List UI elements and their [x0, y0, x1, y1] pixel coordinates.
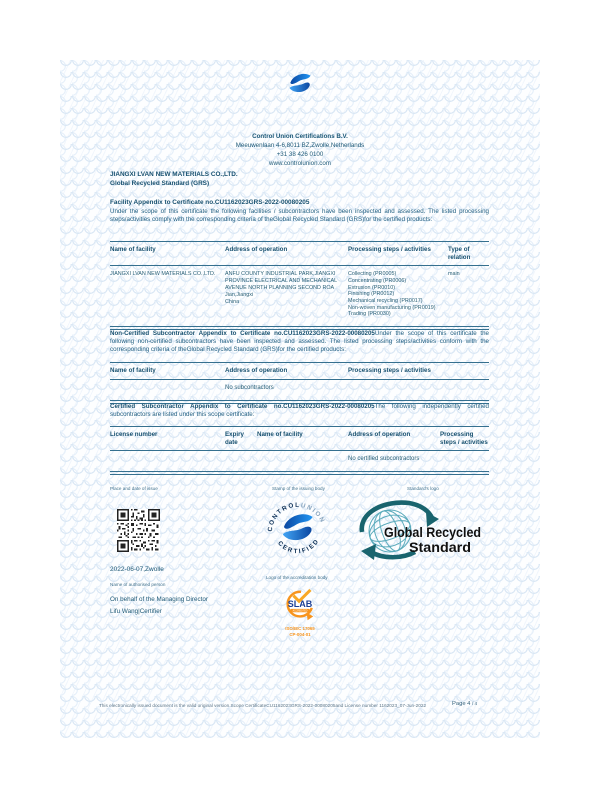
place-date-value: 2022-06-07,Zwolle [110, 566, 164, 573]
issuer-name: Control Union Certifications B.V. [252, 133, 348, 140]
non-certified-table-header [110, 362, 489, 380]
table-bottom-rule [110, 471, 489, 475]
non-certified-intro-text: Under the scope of this certificate the following non-certified subcontractors have been inspected and assessed. The listed processing steps/activities conform with the corresponding criteria of theGlobal Recycled Standard (GRS)for the certified products: [110, 330, 489, 353]
facility-table-row [110, 266, 489, 326]
company-block [110, 170, 238, 188]
col-name-of-facility: Name of facility [257, 431, 303, 438]
stamp-text-union: UNION [299, 501, 327, 525]
no-certified-subcontractors-text: No certified subcontractors [348, 456, 420, 463]
col-address-of-operation: Address of operation [225, 367, 288, 374]
issuer-website: www.controlunion.com [269, 160, 331, 167]
slab-cp-line: CP-004-01 [289, 631, 311, 637]
grs-logo-text-line2: Standard [409, 539, 471, 555]
col-license-number: License number [110, 431, 158, 438]
facility-address-city: Jian,Jiangxi [225, 291, 254, 298]
slab-accredited-text: ACCREDITED [292, 610, 308, 613]
facility-address-country: China [225, 298, 240, 305]
col-type-of-relation: Type of relation [448, 246, 471, 261]
non-certified-appendix-intro [110, 330, 489, 354]
standard-name: Global Recycled Standard (GRS) [110, 180, 210, 187]
non-certified-table-row [110, 380, 489, 400]
place-date-label: Place and date of issue [110, 486, 158, 491]
certified-table-header [110, 426, 489, 451]
no-subcontractors-text: No subcontractors [225, 384, 274, 391]
facility-appendix-title: Facility Appendix to Certificate no.CU1162023GRS-2022-00080205 [110, 199, 310, 206]
facility-address-street: ANFU COUNTY INDUSTRIAL PARK,JIANGXI PROVINCE ELECTRICAL AND MECHANICAL AVENUE NORTH PLANNING SECOND ROA [225, 271, 337, 291]
issuer-phone: +31 38 426 0100 [276, 151, 324, 158]
processing-step: Mechanical recycling (PR0017) [348, 298, 423, 304]
slab-accreditation-logo [281, 588, 319, 624]
certified-appendix-intro [110, 403, 489, 419]
col-address-of-operation: Address of operation [225, 246, 288, 253]
facility-table-header [110, 241, 489, 266]
page-number-total: / 4 [472, 701, 478, 706]
certified-title: Certified Subcontractor Appendix to Certificate no.CU1162023GRS-2022-00080205 [110, 403, 375, 410]
footer-disclaimer: This electronically issued document is the valid original version.Scope CertificateCU1162023GRS-2022-00080205and License number 1162023_07-Jun-2022 [98, 703, 427, 708]
col-processing-steps: Processing steps / activities [440, 431, 488, 446]
authorised-person-label: Name of authorised person [110, 582, 166, 587]
page-number [452, 701, 477, 707]
facility-appendix-intro: Under the scope of this certificate the following facilities / subcontractors have been inspected and assessed. The listed processing steps/activities comply with the corresponding criteria of theGlobal Recycled Standard (GRS)for the certified products: [110, 208, 489, 223]
issuer-address: Meeuwenlaan 4-6,8011 BZ,Zwolle,Netherlands [235, 142, 365, 149]
processing-step: Collecting (PR0005) [348, 271, 397, 278]
facility-table [110, 241, 489, 330]
company-name: JIANGXI LVAN NEW MATERIALS CO.,LTD. [110, 171, 238, 178]
stamp-label: Stamp of the issuing body [272, 486, 325, 491]
processing-step: Finishing (PR0012) [348, 291, 395, 298]
certified-intro-text: The following independently certified subcontractors are listed under this scope certificate: [110, 403, 489, 418]
control-union-certified-stamp [263, 496, 332, 565]
accreditation-body-label: Logo of the accreditation body [266, 575, 328, 580]
facility-address [225, 271, 348, 318]
page-number-current: Page 4 [452, 701, 471, 707]
col-expiry-date: Expiry date [225, 431, 244, 446]
facility-name: JIANGXI LVAN NEW MATERIALS CO.,LTD. [110, 271, 216, 278]
col-processing-steps: Processing steps / activities [348, 246, 431, 253]
processing-step: Trading (PR0030) [348, 311, 391, 318]
qr-code [117, 509, 160, 552]
facility-relation: main [448, 271, 460, 278]
on-behalf-text: On behalf of the Managing Director [110, 596, 209, 603]
processing-step: Non-woven manufacturing (PR0019) [348, 304, 436, 311]
certified-table-row [110, 451, 489, 471]
slab-iso-text [276, 626, 324, 637]
standards-logo-label: Standard's logo [407, 486, 439, 491]
col-name-of-facility: Name of facility [110, 367, 156, 374]
processing-step: Concentrating (PR0006) [348, 277, 407, 284]
col-address-of-operation: Address of operation [348, 431, 411, 438]
facility-processing-steps [348, 271, 448, 318]
svg-text:CERTIFIED [276, 537, 321, 555]
certified-table [110, 426, 489, 475]
col-processing-steps: Processing steps / activities [348, 367, 431, 374]
issuer-header [150, 132, 450, 168]
col-name-of-facility: Name of facility [110, 246, 156, 253]
non-certified-title: Non-Certified Subcontractor Appendix to Certificate no.CU1162023GRS-2022-00080205 [110, 330, 375, 337]
stamp-text-control: CONTROL [266, 501, 301, 533]
slab-logo-text: SLAB [287, 598, 313, 609]
signer-name: Lifu Wang|Certifier [110, 608, 162, 615]
processing-step: Extrusion (PR0010) [348, 284, 396, 291]
grs-logo-text-line1: Global Recycled [384, 524, 481, 540]
slab-iso-line: ISO/IEC 17065 [285, 626, 315, 631]
stamp-text-certified: CERTIFIED [276, 537, 322, 556]
control-union-logo-icon [286, 71, 314, 98]
grs-logo [357, 499, 488, 562]
non-certified-table [110, 362, 489, 404]
